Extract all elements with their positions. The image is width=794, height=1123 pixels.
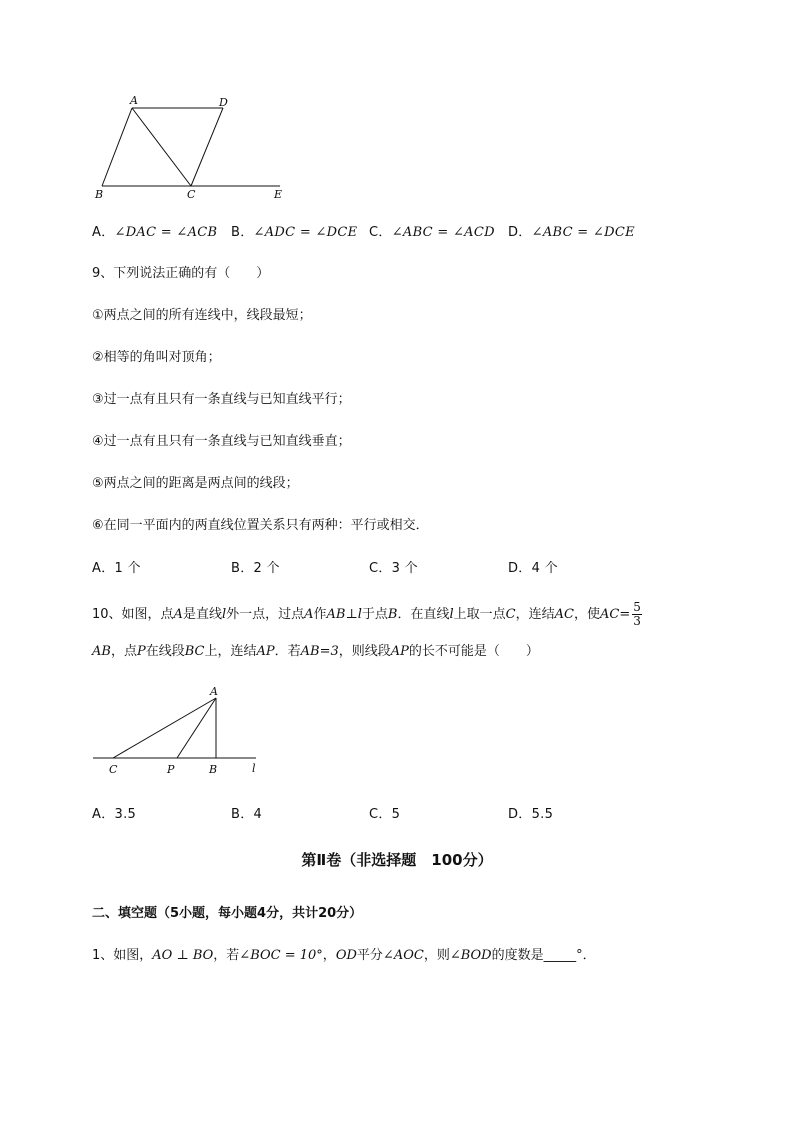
- q10-segment-ap: AP: [256, 644, 275, 659]
- q9-item-2: ②相等的角叫对顶角；: [92, 350, 221, 365]
- fill-q1-text: ，: [322, 948, 336, 963]
- q10-segment-ab: AB: [92, 644, 111, 659]
- q10-text: ，连结: [515, 607, 555, 622]
- segment-ac: [132, 108, 191, 186]
- q10-stem-line2: [92, 640, 539, 659]
- q10-segment-bc: BC: [184, 644, 205, 659]
- q9-stem: 9、下列说法正确的有（ ）: [92, 266, 270, 281]
- q10-text: ，使: [573, 607, 600, 622]
- fraction-numerator: 5: [633, 600, 641, 614]
- segment-ab: [102, 108, 132, 186]
- q10-text: 于点: [361, 607, 388, 622]
- label-c: C: [187, 188, 196, 201]
- q8-option-a: [92, 221, 217, 240]
- label-b: B: [95, 188, 104, 201]
- q10-point-b: B: [387, 607, 398, 622]
- q10-point-a: A: [173, 607, 183, 622]
- label-b: B: [209, 763, 218, 776]
- q10-options: [92, 803, 712, 821]
- q9-option-c: C．3 个: [369, 561, 418, 576]
- fill-q1-text: ，若: [213, 948, 240, 963]
- q10-text: 在线段: [145, 644, 185, 659]
- label-c: C: [109, 763, 118, 776]
- q10-text: 10、如图，点: [92, 607, 174, 622]
- q9-item-3: ③过一点有且只有一条直线与已知直线平行；: [92, 392, 351, 407]
- q10-ac-eq: AC=: [599, 607, 631, 622]
- q10-stem-line1: [92, 600, 644, 630]
- q9-options: [92, 557, 712, 575]
- q10-text: 上取一点: [453, 607, 506, 622]
- q10-fraction: [632, 601, 642, 628]
- q10-point-a: A: [304, 607, 314, 622]
- fill-q1-math: OD: [335, 948, 357, 963]
- option-letter: D．: [508, 225, 532, 240]
- q10-option-a: A．3.5: [92, 807, 137, 822]
- q10-segment-ac: AC: [554, 607, 574, 622]
- q10-text: ，点: [110, 644, 137, 659]
- option-expr: ∠ADC = ∠DCE: [253, 225, 358, 240]
- q10-segment-ap: AP: [390, 644, 409, 659]
- q10-text: ．在直线: [397, 607, 450, 622]
- q10-option-c: C．5: [369, 807, 401, 822]
- part2-title: 第Ⅱ卷（非选择题 100分）: [301, 851, 493, 869]
- q10-text: ．若: [274, 644, 301, 659]
- q10-ab-eq-3: AB=3: [300, 644, 339, 659]
- fill-q1-math: ∠AOC: [382, 948, 424, 963]
- segment-ap: [177, 698, 216, 758]
- q9-item-6: ⑥在同一平面内的两直线位置关系只有两种：平行或相交．: [92, 518, 429, 533]
- q10-text: 作: [313, 607, 327, 622]
- q10-option-d: D．5.5: [508, 807, 554, 822]
- q10-ab-perp-l: AB⊥l: [326, 607, 362, 622]
- q8-option-d: [508, 221, 635, 240]
- label-a: A: [130, 94, 138, 107]
- fill-q1-text: 1、如图，: [92, 948, 153, 963]
- q10-text: 的长不可能是（ ）: [408, 644, 539, 659]
- fill-q1-text: 平分: [356, 948, 383, 963]
- q9-item-5: ⑤两点之间的距离是两点间的线段；: [92, 476, 299, 491]
- q10-line-l: l: [221, 607, 227, 622]
- fill-q1-math: ∠BOC = 10°: [239, 948, 323, 963]
- q10-text: 是直线: [182, 607, 222, 622]
- q10-option-b: B．4: [231, 807, 263, 822]
- segment-dc: [191, 108, 223, 186]
- fill-q1-text: 的度数是_____°．: [491, 948, 596, 963]
- figure-parallelogram: [90, 92, 300, 202]
- q9-option-b: B．2 个: [231, 561, 280, 576]
- option-expr: ∠DAC = ∠ACB: [114, 225, 218, 240]
- q9-option-d: D．4 个: [508, 561, 558, 576]
- figure-triangle-line: [88, 680, 268, 780]
- q8-option-b: [231, 221, 357, 240]
- q9-item-4: ④过一点有且只有一条直线与已知直线垂直；: [92, 434, 351, 449]
- q10-text: 上，连结: [204, 644, 257, 659]
- q8-options: [92, 221, 712, 239]
- q10-text: 外一点，过点: [226, 607, 305, 622]
- q10-point-c: C: [505, 607, 516, 622]
- option-letter: B．: [231, 225, 254, 240]
- label-a: A: [210, 685, 218, 698]
- segment-ac: [113, 698, 216, 758]
- fraction-denominator: 3: [633, 614, 641, 628]
- fill-q1-stem: [92, 944, 596, 963]
- q10-line-l: l: [449, 607, 454, 622]
- option-letter: A．: [92, 225, 115, 240]
- fill-q1-math: AO ⊥ BO: [152, 948, 214, 963]
- fill-q1-math: ∠BOD: [449, 948, 492, 963]
- q9-option-a: A．1 个: [92, 561, 141, 576]
- option-expr: ∠ABC = ∠DCE: [531, 225, 635, 240]
- label-d: D: [219, 96, 228, 109]
- option-letter: C．: [369, 225, 392, 240]
- fill-blank-section-heading: 二、填空题（5小题，每小题4分，共计20分）: [92, 906, 363, 921]
- q10-text: ，则线段: [338, 644, 391, 659]
- option-expr: ∠ABC = ∠ACD: [391, 225, 495, 240]
- fill-q1-text: ，则: [423, 948, 450, 963]
- label-p: P: [167, 763, 175, 776]
- q8-option-c: [369, 221, 495, 240]
- label-e: E: [274, 188, 283, 201]
- label-l: l: [252, 762, 256, 775]
- q10-point-p: P: [136, 644, 146, 659]
- q9-item-1: ①两点之间的所有连线中，线段最短；: [92, 308, 312, 323]
